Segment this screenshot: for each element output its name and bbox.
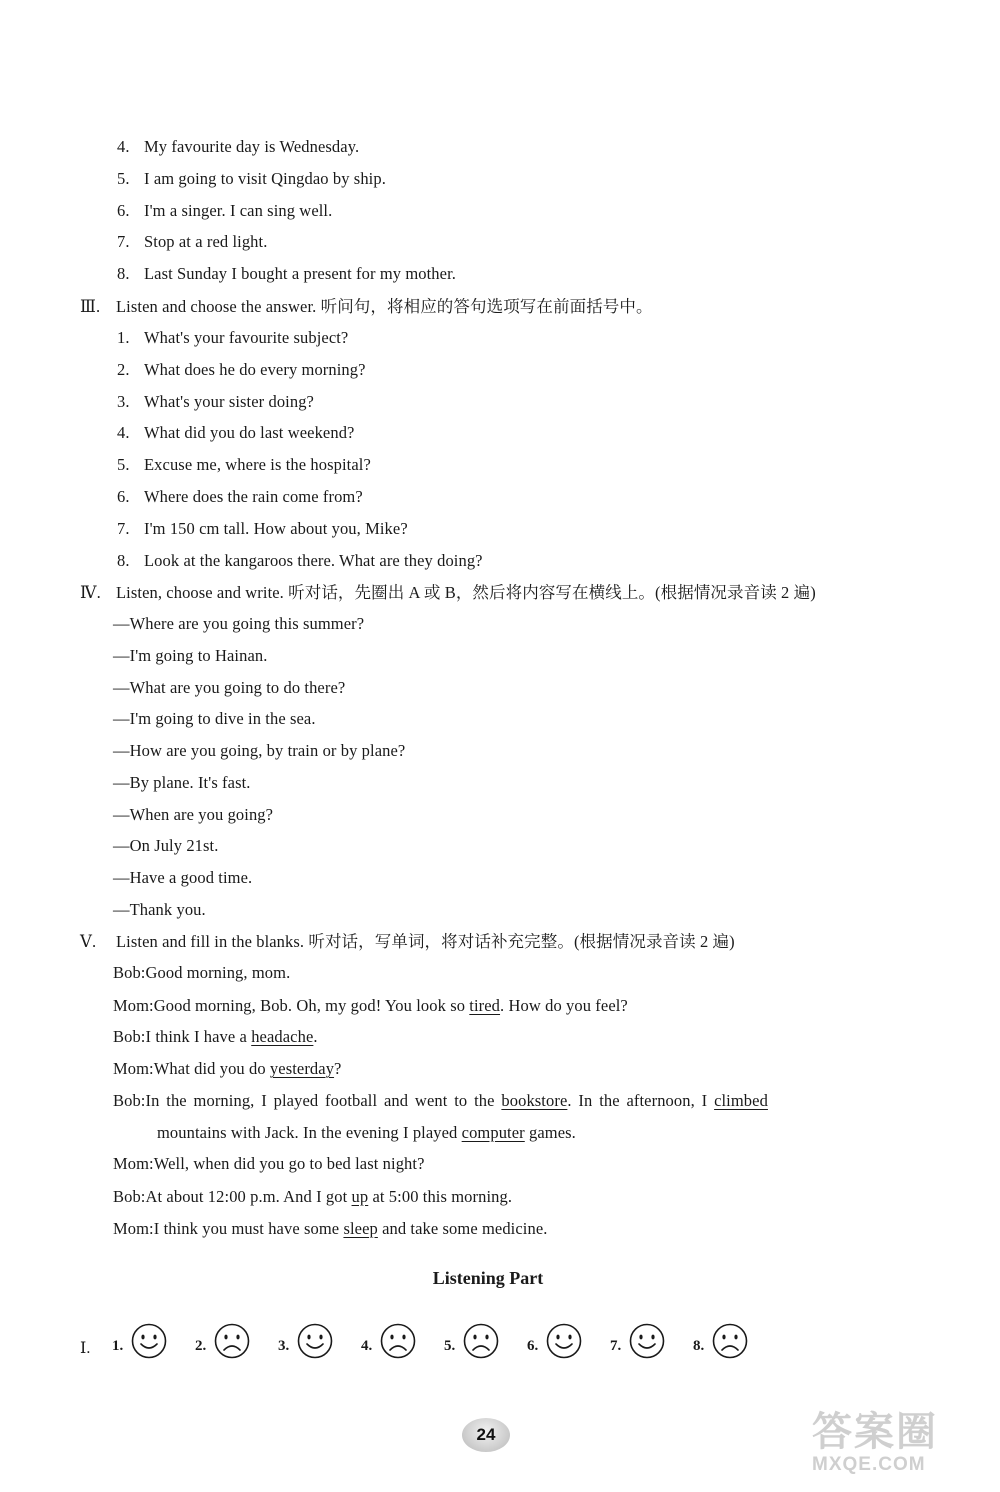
face-number: 1. (112, 1338, 124, 1354)
item-number: 7. (117, 232, 130, 251)
page-number: 24 (462, 1418, 510, 1452)
dialogue-line-mom (113, 995, 628, 1017)
dialogue-text: mountains with Jack. In the evening I played (157, 1123, 462, 1142)
dialogue-text: . In the afternoon, I (567, 1091, 715, 1110)
dialogue-line-bob (113, 1026, 318, 1048)
item-text: What's your favourite subject? (144, 328, 349, 347)
speaker-label: Mom: (113, 1219, 154, 1238)
answer-blank: up (351, 1187, 369, 1206)
item-3-1 (117, 327, 348, 349)
smiley-face-icon (130, 1322, 168, 1360)
speaker-label: Bob: (113, 1091, 146, 1110)
item-text: Look at the kangaroos there. What are they doing? (144, 551, 483, 570)
dialogue-line-mom (113, 1058, 341, 1080)
dialogue-line: —I'm going to dive in the sea. (113, 709, 316, 728)
item-2-4 (117, 136, 359, 158)
dialogue-line: —What are you going to do there? (113, 678, 346, 697)
answer-blank: headache (251, 1027, 314, 1046)
item-text: I'm 150 cm tall. How about you, Mike? (144, 519, 408, 538)
dialogue-line-continued (157, 1122, 576, 1144)
item-number: 2. (117, 360, 130, 379)
sad-face-icon (711, 1322, 749, 1360)
face-number: 5. (444, 1338, 456, 1354)
item-number: 3. (117, 392, 130, 411)
dialogue-text: I think you must have some (153, 1219, 344, 1238)
item-text: Last Sunday I bought a present for my mother. (144, 264, 456, 283)
answer-blank: sleep (343, 1219, 378, 1238)
dialogue-text: games. (524, 1123, 576, 1142)
dialogue-text: Well, when did you go to bed last night? (153, 1154, 425, 1173)
speaker-label: Mom: (113, 996, 154, 1015)
watermark-logo: 答案圈 (812, 1410, 938, 1454)
face-number: 4. (361, 1338, 373, 1354)
item-2-6 (117, 200, 332, 222)
answer-blank: bookstore (501, 1091, 568, 1110)
dialogue-text: Good morning, mom. (145, 963, 291, 982)
item-text: Where does the rain come from? (144, 487, 363, 506)
dialogue-text: and take some medicine. (377, 1219, 548, 1238)
dialogue-text: ? (334, 1059, 342, 1078)
dialogue-text: I think I have a (145, 1027, 252, 1046)
item-3-2 (117, 359, 366, 381)
item-3-4 (117, 422, 354, 444)
section-title: Listen and fill in the blanks. 听对话，写单词，将对话补充完整。(根据情况录音读 2 遍) (116, 932, 735, 951)
item-2-7 (117, 231, 267, 253)
speaker-label: Bob: (113, 1027, 146, 1046)
section-4-header (80, 582, 816, 604)
item-number: 4. (117, 423, 130, 442)
item-number: 8. (117, 264, 130, 283)
section-3-header (80, 296, 653, 318)
item-number: 8. (117, 551, 130, 570)
dialogue-text: Good morning, Bob. Oh, my god! You look so (153, 996, 470, 1015)
item-text: I am going to visit Qingdao by ship. (144, 169, 386, 188)
face-number: 2. (195, 1338, 207, 1354)
section-numeral: Ⅰ. (80, 1340, 91, 1357)
watermark-url: MXQE.COM (812, 1454, 926, 1475)
item-2-5 (117, 168, 386, 190)
section-numeral: Ⅴ. (80, 932, 97, 951)
item-text: What's your sister doing? (144, 392, 314, 411)
dialogue-line: —Have a good time. (113, 868, 253, 887)
dialogue-line: —On July 21st. (113, 836, 219, 855)
answer-blank: computer (461, 1123, 525, 1142)
section-numeral: Ⅲ. (80, 297, 101, 316)
section-numeral: Ⅳ. (80, 583, 101, 602)
sad-face-icon (379, 1322, 417, 1360)
item-text: My favourite day is Wednesday. (144, 137, 360, 156)
answer-blank: climbed (714, 1091, 768, 1110)
listening-part-title: Listening Part (432, 1268, 544, 1288)
dialogue-line-mom (113, 1153, 425, 1175)
section-title: Listen, choose and write. 听对话，先圈出 A 或 B，然后将内容写在横线上。(根据情况录音读 2 遍) (116, 583, 816, 602)
sad-face-icon (462, 1322, 500, 1360)
dialogue-line: —By plane. It's fast. (113, 773, 251, 792)
dialogue-line: —Thank you. (113, 900, 206, 919)
dialogue-line: —When are you going? (113, 805, 274, 824)
dialogue-line-mom (113, 1218, 547, 1240)
dialogue-text: . How do you feel? (500, 996, 628, 1015)
speaker-label: Bob: (113, 963, 146, 982)
watermark (812, 1410, 988, 1484)
sad-face-icon (213, 1322, 251, 1360)
item-number: 7. (117, 519, 130, 538)
dialogue-text: At about 12:00 p.m. And I got (145, 1187, 352, 1206)
item-number: 6. (117, 201, 130, 220)
dialogue-line-bob (113, 962, 290, 984)
speaker-label: Mom: (113, 1154, 154, 1173)
answer-blank: yesterday (269, 1059, 335, 1078)
speaker-label: Bob: (113, 1187, 146, 1206)
dialogue-text: What did you do (153, 1059, 270, 1078)
smiley-face-icon (545, 1322, 583, 1360)
item-text: Stop at a red light. (144, 232, 268, 251)
section-title: Listen and choose the answer. 听问句，将相应的答句选项写在前面括号中。 (116, 297, 653, 316)
item-number: 5. (117, 169, 130, 188)
section-5-header (80, 931, 735, 953)
face-number: 8. (693, 1338, 705, 1354)
item-text: I'm a singer. I can sing well. (144, 201, 333, 220)
dialogue-text: . (313, 1027, 318, 1046)
dialogue-text: at 5:00 this morning. (368, 1187, 513, 1206)
dialogue-line-bob (113, 1186, 512, 1208)
item-2-8 (117, 263, 456, 285)
answer-blank: tired (469, 996, 501, 1015)
dialogue-line-bob (113, 1090, 768, 1112)
item-text: What did you do last weekend? (144, 423, 355, 442)
item-number: 5. (117, 455, 130, 474)
dialogue-line: —How are you going, by train or by plane? (113, 741, 406, 760)
item-number: 1. (117, 328, 130, 347)
item-text: Excuse me, where is the hospital? (144, 455, 371, 474)
item-3-6 (117, 486, 363, 508)
face-number: 7. (610, 1338, 622, 1354)
speaker-label: Mom: (113, 1059, 154, 1078)
dialogue-line: —Where are you going this summer? (113, 614, 365, 633)
item-text: What does he do every morning? (144, 360, 366, 379)
item-3-8 (117, 550, 483, 572)
item-number: 4. (117, 137, 130, 156)
item-3-3 (117, 391, 314, 413)
face-number: 6. (527, 1338, 539, 1354)
smiley-face-icon (296, 1322, 334, 1360)
dialogue-line: —I'm going to Hainan. (113, 646, 268, 665)
item-number: 6. (117, 487, 130, 506)
item-3-7 (117, 518, 408, 540)
item-3-5 (117, 454, 371, 476)
dialogue-text: In the morning, I played football and went to the (145, 1091, 502, 1110)
face-number: 3. (278, 1338, 290, 1354)
smiley-face-icon (628, 1322, 666, 1360)
